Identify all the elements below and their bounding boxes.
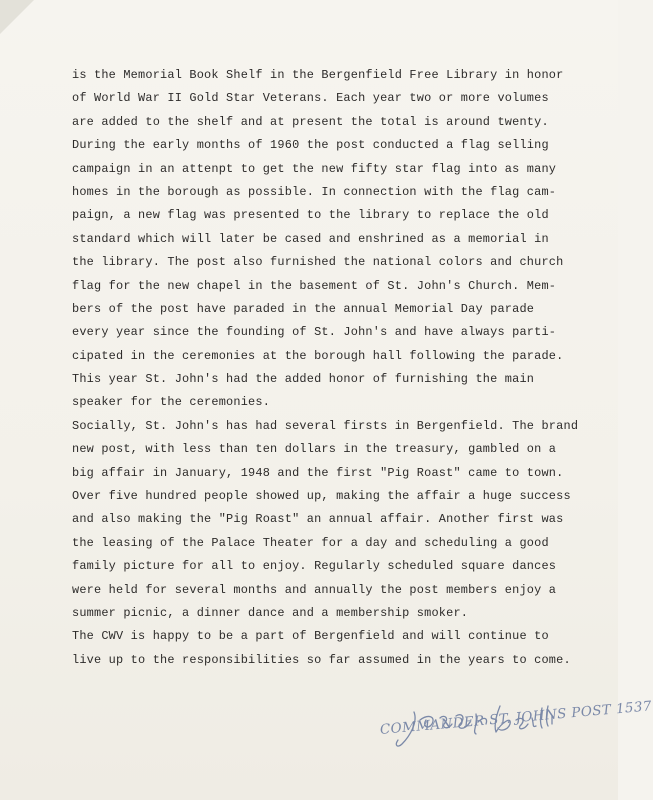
text-line: homes in the borough as possible. In connection with the flag cam- bbox=[72, 184, 557, 199]
text-line: summer picnic, a dinner dance and a membership smoker. bbox=[72, 605, 469, 620]
text-line: every year since the founding of St. John's and have always parti- bbox=[72, 325, 557, 340]
text-line: the leasing of the Palace Theater for a day and scheduling a good bbox=[72, 535, 549, 550]
text-line: is the Memorial Book Shelf in the Bergenfield Free Library in honor bbox=[72, 68, 564, 82]
text-line: live up to the responsibilities so far assumed in the years to come. bbox=[72, 652, 571, 667]
page-corner-fold bbox=[0, 0, 34, 34]
text-line: flag for the new chapel in the basement of St. John's Church. Mem- bbox=[72, 278, 557, 293]
text-line: paign, a new flag was presented to the library to replace the old bbox=[72, 208, 549, 223]
document-body bbox=[72, 64, 592, 672]
text-line: Over five hundred people showed up, making the affair a huge success bbox=[72, 489, 571, 504]
text-line: big affair in January, 1948 and the first "Pig Roast" came to town. bbox=[72, 465, 564, 480]
text-line: This year St. John's had the added honor of furnishing the main bbox=[72, 372, 535, 387]
text-line: of World War II Gold Star Veterans. Each year two or more volumes bbox=[72, 91, 549, 106]
signature-title: COMMANDER ST. JOHNS POST 1537 bbox=[379, 698, 653, 738]
text-line: are added to the shelf and at present the total is around twenty. bbox=[72, 114, 549, 129]
text-line: campaign in an attenpt to get the new fifty star flag into as many bbox=[72, 161, 557, 176]
text-line: Socially, St. John's has had several firsts in Bergenfield. The brand bbox=[72, 418, 579, 433]
text-line: speaker for the ceremonies. bbox=[72, 395, 271, 410]
text-line: family picture for all to enjoy. Regularly scheduled square dances bbox=[72, 559, 557, 574]
text-line: standard which will later be cased and enshrined as a memorial in bbox=[72, 231, 549, 246]
text-line: and also making the "Pig Roast" an annual affair. Another first was bbox=[72, 512, 564, 527]
text-line: new post, with less than ten dollars in the treasury, gambled on a bbox=[72, 442, 557, 457]
text-line: bers of the post have paraded in the annual Memorial Day parade bbox=[72, 301, 535, 316]
text-line: were held for several months and annually the post members enjoy a bbox=[72, 582, 557, 597]
text-line: cipated in the ceremonies at the borough hall following the parade. bbox=[72, 348, 564, 363]
text-line: During the early months of 1960 the post conducted a flag selling bbox=[72, 138, 549, 153]
text-line: The CWV is happy to be a part of Bergenfield and will continue to bbox=[72, 629, 549, 644]
text-line: the library. The post also furnished the national colors and church bbox=[72, 255, 564, 270]
